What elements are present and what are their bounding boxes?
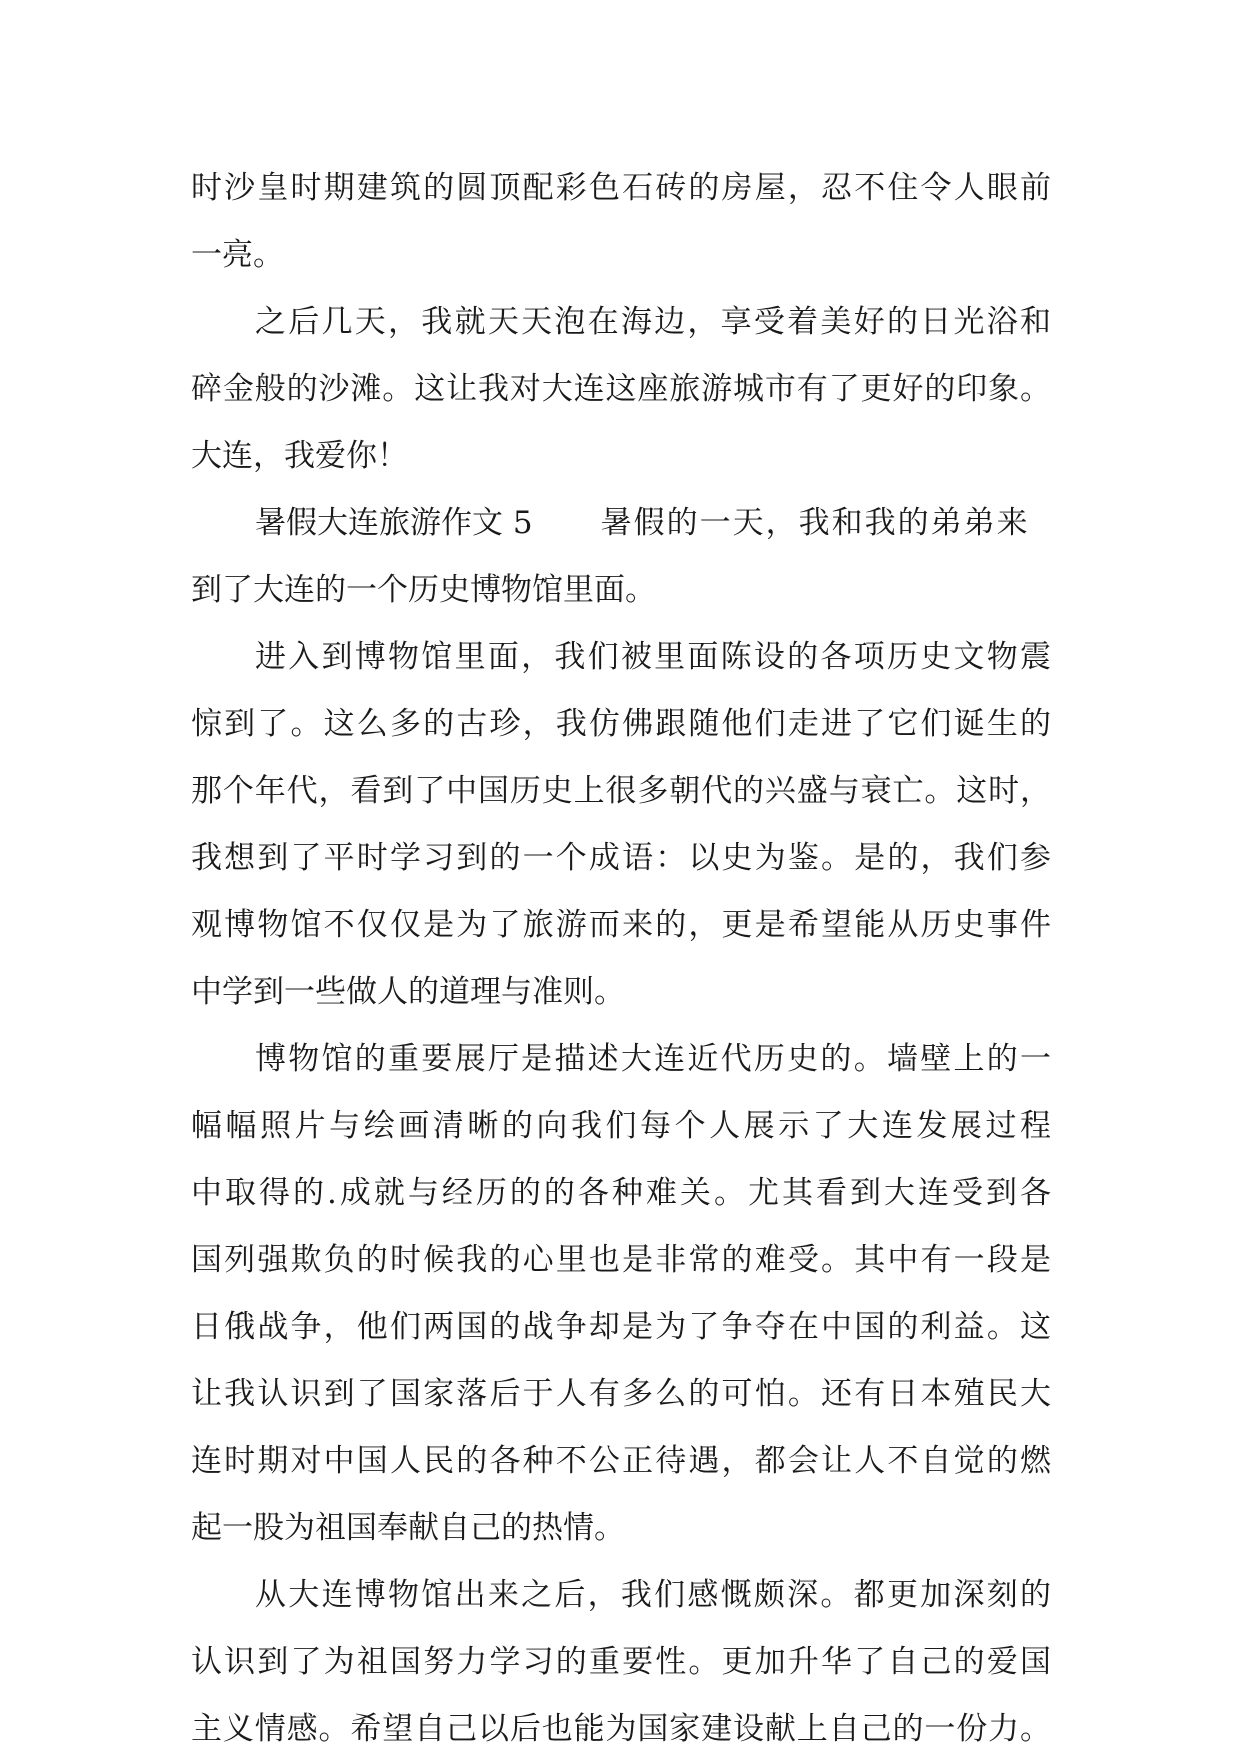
text-line: 那个年代，看到了中国历史上很多朝代的兴盛与衰亡。这时， xyxy=(191,773,1051,809)
text-line: 碎金般的沙滩。这让我对大连这座旅游城市有了更好的印象。 xyxy=(191,371,1051,407)
text-line: 让我认识到了国家落后于人有多么的可怕。还有日本殖民大 xyxy=(191,1376,1051,1412)
heading-tail-text: 暑假的一天，我和我的弟弟来 xyxy=(600,505,1030,541)
text-line: 到了大连的一个历史博物馆里面。 xyxy=(191,572,656,608)
text-line: 从大连博物馆出来之后，我们感慨颇深。都更加深刻的 xyxy=(255,1577,1051,1613)
paragraph xyxy=(191,289,1051,490)
heading-line xyxy=(191,490,1051,557)
paragraph xyxy=(191,490,1051,624)
text-line: 大连，我爱你！ xyxy=(191,438,408,474)
text-line: 中学到一些做人的道理与准则。 xyxy=(191,974,625,1010)
text-line: 国列强欺负的时候我的心里也是非常的难受。其中有一段是 xyxy=(191,1242,1051,1278)
text-line: 观博物馆不仅仅是为了旅游而来的，更是希望能从历史事件 xyxy=(191,907,1051,943)
document-body xyxy=(191,155,1051,1763)
text-line: 连时期对中国人民的各种不公正待遇，都会让人不自觉的燃 xyxy=(191,1443,1051,1479)
text-line: 认识到了为祖国努力学习的重要性。更加升华了自己的爱国 xyxy=(191,1644,1051,1680)
paragraph xyxy=(191,1562,1051,1763)
text-line: 博物馆的重要展厅是描述大连近代历史的。墙壁上的一 xyxy=(255,1041,1051,1077)
text-line: 日俄战争，他们两国的战争却是为了争夺在中国的利益。这 xyxy=(191,1309,1051,1345)
paragraph xyxy=(191,1026,1051,1562)
text-line: 惊到了。这么多的古珍，我仿佛跟随他们走进了它们诞生的 xyxy=(191,706,1051,742)
text-line: 主义情感。希望自己以后也能为国家建设献上自己的一份力。 xyxy=(191,1711,1051,1747)
text-line: 起一股为祖国奉献自己的热情。 xyxy=(191,1510,625,1546)
text-line: 进入到博物馆里面，我们被里面陈设的各项历史文物震 xyxy=(255,639,1051,675)
section-heading: 暑假大连旅游作文 5 xyxy=(255,505,533,541)
text-line: 时沙皇时期建筑的圆顶配彩色石砖的房屋，忍不住令人眼前 xyxy=(191,170,1051,206)
text-line: 我想到了平时学习到的一个成语：以史为鉴。是的，我们参 xyxy=(191,840,1051,876)
text-line: 幅幅照片与绘画清晰的向我们每个人展示了大连发展过程 xyxy=(191,1108,1051,1144)
text-line: 一亮。 xyxy=(191,237,284,273)
paragraph xyxy=(191,155,1051,289)
text-line: 中取得的.成就与经历的的各种难关。尤其看到大连受到各 xyxy=(191,1175,1051,1211)
text-line: 之后几天，我就天天泡在海边，享受着美好的日光浴和 xyxy=(255,304,1051,340)
paragraph xyxy=(191,624,1051,1026)
